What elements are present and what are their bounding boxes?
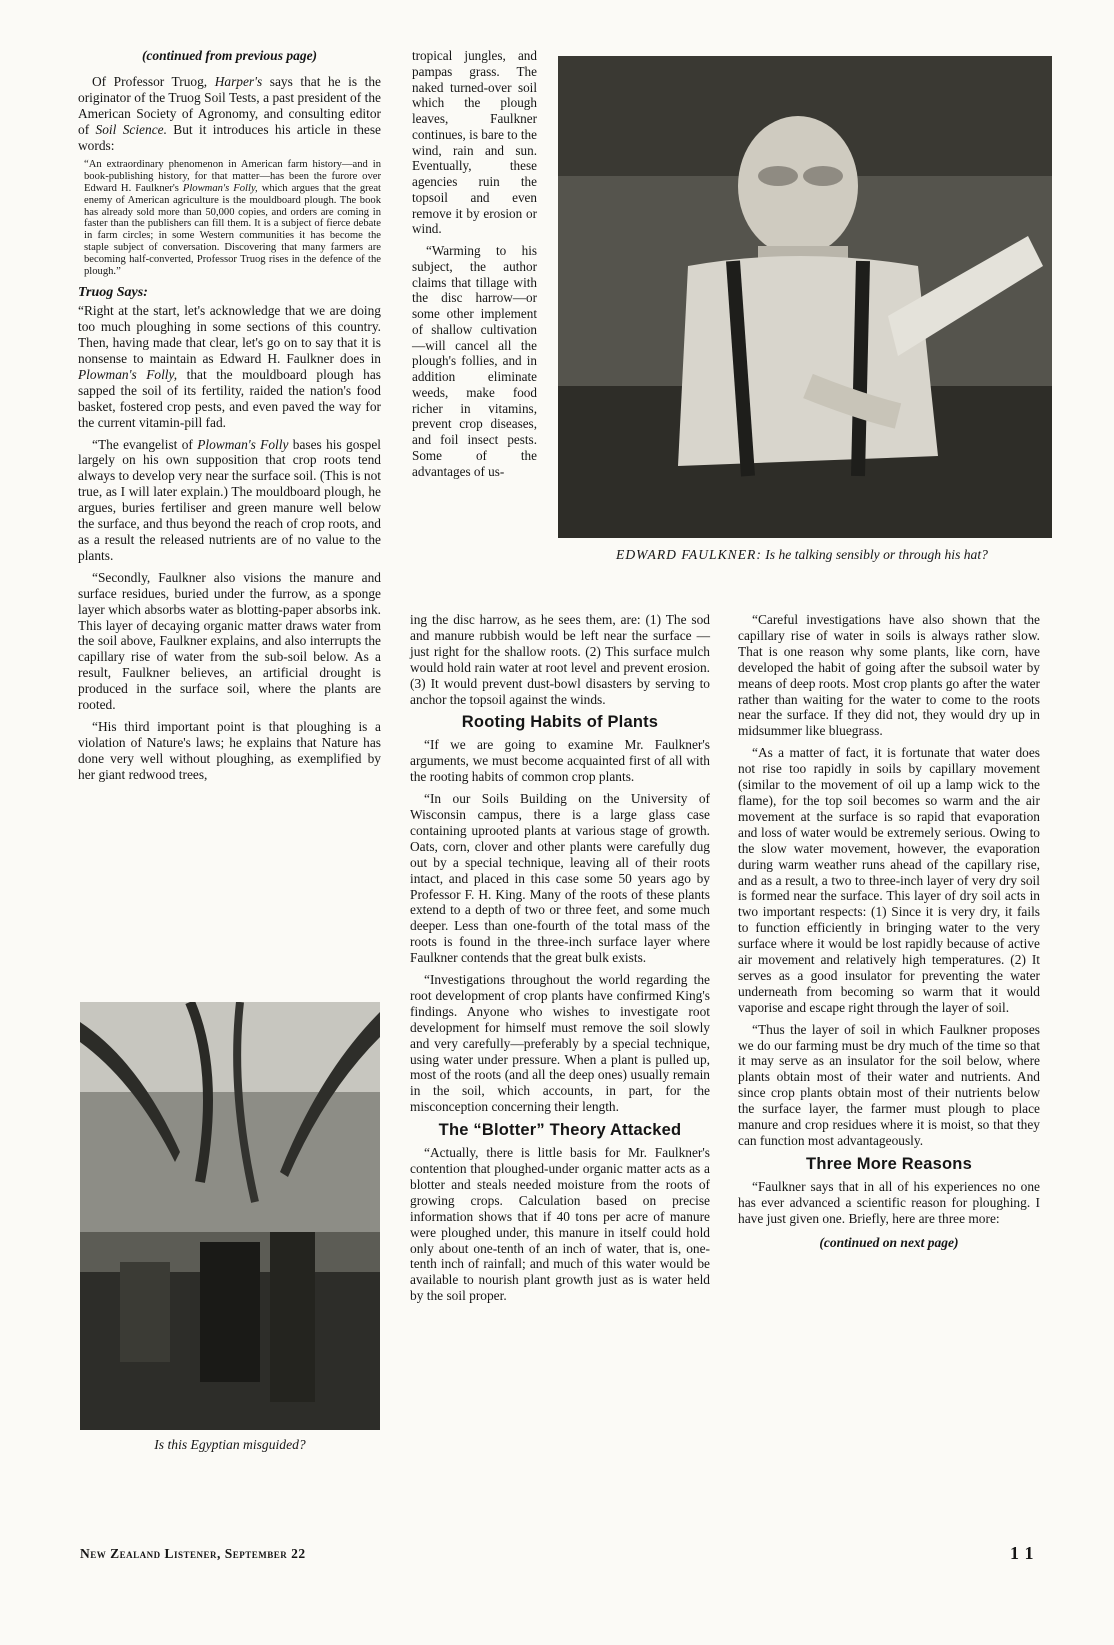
paragraph: “As a matter of fact, it is fortunate that water does not rise too rapidly in soils by capillary movement (similar to the movement of oil up a lamp wick to the flame), for the top soil becomes so warm and the air movement at the surface is so rapid that evaporation and loss of water would be extremely serious. Owing to the slow water movement, however, the evaporation during warm weather runs ahead of the capillary rise, and as a result, a two to three-inch layer of very dry soil is formed near the surface. This layer of dry soil acts in two important respects: (1) Since it is very dry, it fails to function efficiently in bringing water to the very surface where it would be lost rapidly because of active air movement and relatively high temperatures. (2) It serves as a good insulator for preventing the water underneath from becoming so warm that it would vaporise and escape right through the layer of soil. [738, 745, 1040, 1015]
paragraph: “Careful investigations have also shown that the capillary rise of water in soils is always rather slow. That is one reason why some plants, like corn, have developed the habit of going after the subsoil water by means of deep roots. Most crop plants go after the water rather than waiting for the water to come to the roots near the surface. If they did not, they would dry up in midsummer like bluegrass. [738, 612, 1040, 739]
paragraph: “Right at the start, let's acknowledge that we are doing too much ploughing in some sections of this country. Then, having made that clear, let's go on to say that it is nonsense to maintain as Edward H. Faulkner does in Plowman's Folly, that the mouldboard plough has sapped the soil of its fertility, raided the nation's food basket, fostered crop pests, and even paved the way for the current vitamin-pill fad. [78, 303, 381, 430]
faulkner-caption-name: EDWARD FAULKNER: [616, 547, 762, 562]
continued-on-label: (continued on next page) [819, 1234, 959, 1250]
column-1 [78, 48, 381, 789]
egyptian-photo-caption: Is this Egyptian misguided? [154, 1437, 306, 1452]
heading-rooting-habits: Rooting Habits of Plants [461, 713, 659, 732]
paragraph: “The evangelist of Plowman's Folly bases his gospel largely on his own supposition that crop roots tend always to develop very near the surface soil. (This is not true, as I will later explain.) The mouldboard plough, he argues, buries fertiliser and green manure well below the surface, and thus beyond the reach of crop roots, and as a result the released nutrients are of no value to the plants. [78, 436, 381, 563]
heading-blotter-theory: The “Blotter” Theory Attacked [438, 1121, 682, 1140]
column-2-wide [410, 612, 710, 1310]
subhead-truog-says: Truog Says: [78, 285, 148, 301]
egyptian-photo-image [80, 1002, 380, 1430]
column-3 [738, 612, 1040, 1250]
faulkner-caption-text: Is he talking sensibly or through his hat? [765, 547, 988, 562]
faulkner-photo [558, 56, 1052, 538]
paragraph: “Thus the layer of soil in which Faulkner proposes we do our farming must be dry much of the time so that it may serve as an insulator for the soil below, where plants obtain most of their water and nutrients. And since crop plants obtain most of their nutrients below the surface layer, the farmer must plough to place manure and crop residues where it is moist, so that they can function most advantageously. [738, 1021, 1040, 1148]
paragraph: “Faulkner says that in all of his experiences no one has ever advanced a scientific reason for ploughing. I have just given one. Briefly, here are three more: [738, 1178, 1040, 1226]
column-2-narrow [412, 48, 537, 485]
intro-paragraph: Of Professor Truog, Harper's says that he is the originator of the Truog Soil Tests, a past president of the American Society of Agronomy, and consulting editor of Soil Science. But it introduces his article in these words: [78, 73, 381, 153]
paragraph: “In our Soils Building on the University of Wisconsin campus, there is a large glass case containing uprooted plants at various stage of growth. Oats, corn, clover and other plants were carefully dug out by a special technique, leaving all of their roots intact, and placed in this case some 50 years ago by Professor F. H. King. Many of the roots of these plants extend to a depth of two or three feet, and some much deeper. Less than one-fourth of the total mass of the roots is found in the three-inch surface layer where Faulkner contends that the great bulk exists. [410, 791, 710, 966]
paragraph: “Warming to his subject, the author claims that tillage with the disc harrow—or some other implement of shallow cultivation—will cancel all the plough's follies, and in addition eliminate weeds, make food richer in vitamins, prevent crop diseases, and foil insect pests. Some of the advantages of us- [412, 243, 537, 479]
heading-three-more-reasons: Three More Reasons [806, 1154, 972, 1173]
paragraph: tropical jungles, and pampas grass. The naked turned-over soil which the plough leaves, Faulkner continues, is bare to the wind, rain and sun. Eventually, these agencies ruin the topsoil and even remove it by erosion or wind. [412, 48, 537, 237]
paragraph: “Secondly, Faulkner also visions the manure and surface residues, buried under the furrow, as a sponge layer which absorbs water as blotting-paper absorbs ink. This layer of decaying organic matter draws water from the soil above, Faulkner explains, and also interrupts the capillary rise of water from the sub-soil below. As a result, Faulkner believes, an artificial drought is produced in the surface soil, where the plants are rooted. [78, 569, 381, 713]
paragraph: “Investigations throughout the world regarding the root development of crop plants have confirmed King's findings. Anyone who wishes to investigate root development for himself must remove the soil slowly and very carefully—preferably by a special technique, using water under pressure. When a plant is pulled up, most of the roots (and all the deep ones) usually remain in the soil, which accounts, in part, for the misconception concerning their length. [410, 972, 710, 1115]
paragraph: “Actually, there is little basis for Mr. Faulkner's contention that ploughed-under organic matter acts as a blotter and steals needed moisture from the roots of growing crops. Calculation based on precise information shows that if 40 tons per acre of manure were ploughed under, this manure in itself could hold only about one-tenth of an inch of water, that is, one-tenth inch of rainfall; and much of this water would be available to nourish plant growth just as is water held by the soil proper. [410, 1145, 710, 1304]
footer-publication: New Zealand Listener, September 22 [80, 1546, 306, 1561]
harpers-quote: “An extraordinary phenomenon in American farm history—and in book-publishing history, for that matter—has been the furore over Edward H. Faulkner's Plowman's Folly, which argues that the great enemy of American agriculture is the mouldboard plough. The book has already sold more than 50,000 copies, and orders are coming in faster than the publishers can fill them. It is a subject of fierce debate in farm circles; in some Western communities it has become the staple subject of conversation. Discovering that many farmers are becoming half-converted, Professor Truog rises in the defence of the plough.” [84, 159, 381, 277]
egyptian-photo [80, 1002, 380, 1430]
faulkner-photo-caption [552, 546, 1052, 563]
footer-page-number: 1 1 [1010, 1543, 1034, 1563]
paragraph: “His third important point is that ploughing is a violation of Nature's laws; he explains that Nature has done very well without ploughing, as exemplified by her giant redwood trees, [78, 718, 381, 782]
faulkner-photo-image [558, 56, 1052, 538]
continued-from-label: (continued from previous page) [141, 48, 318, 63]
paragraph: ing the disc harrow, as he sees them, are: (1) The sod and manure rubbish would be left near the surface — just right for the shallow roots. (2) This surface mulch would hold rain water at root level and prevent erosion. (3) It would prevent dust-bowl disasters by serving to anchor the topsoil against the winds. [410, 612, 710, 707]
paragraph: “If we are going to examine Mr. Faulkner's arguments, we must become acquainted first of all with the rooting habits of common crop plants. [410, 737, 710, 785]
